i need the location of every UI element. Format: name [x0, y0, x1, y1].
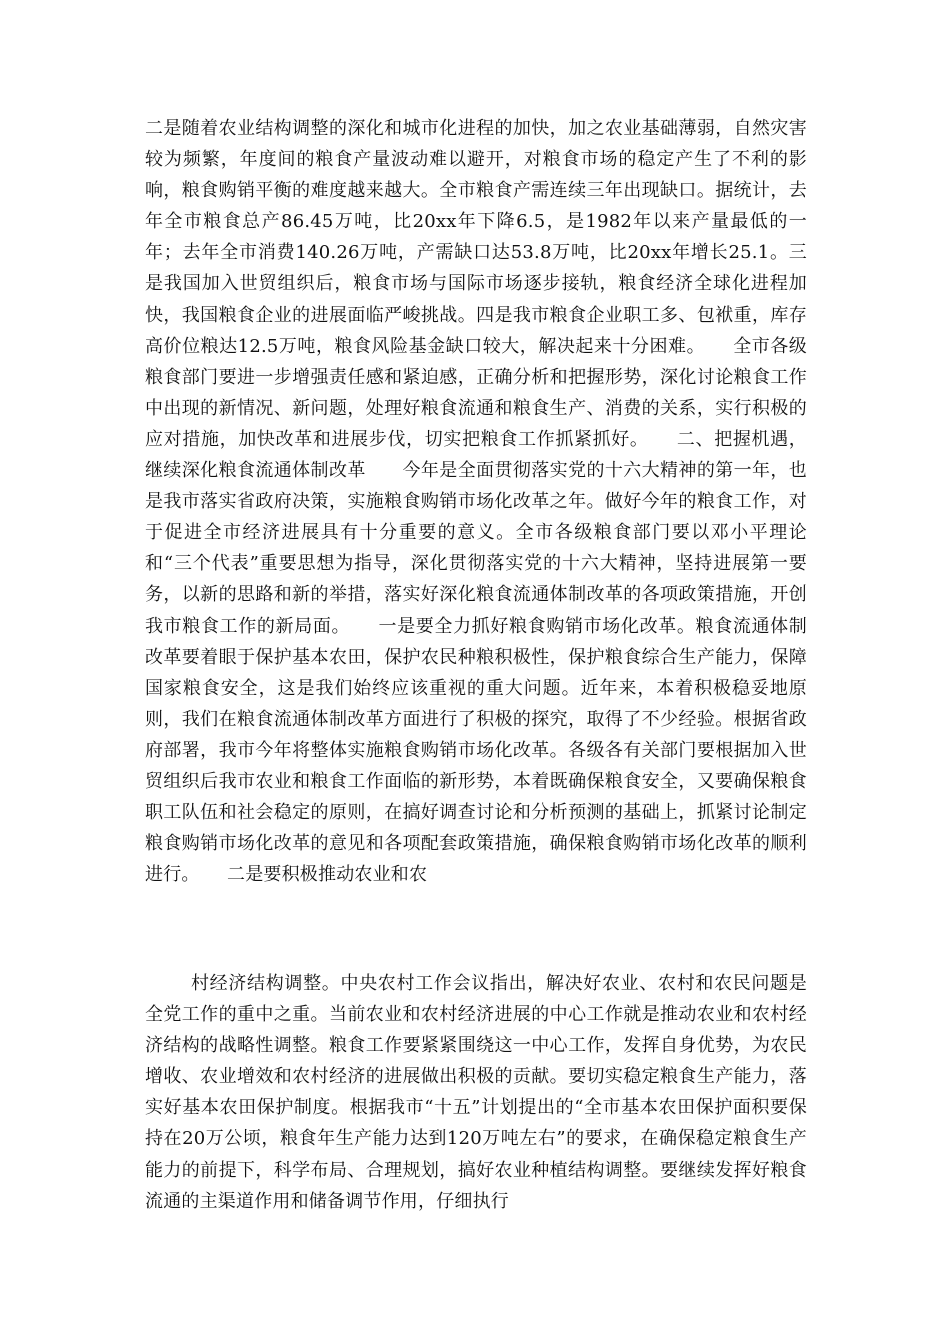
body-paragraph-2: 村经济结构调整。中央农村工作会议指出，解决好农业、农村和农民问题是全党工作的重中之重。当前农业和农村经济进展的中心工作就是推动农业和农村经济结构的战略性调整。粮食工作要紧紧围绕这一中心工作，发挥自身优势，为农民增收、农业增效和农村经济的进展做出积极的贡献。要切实稳定粮食生产能力，落实好基本农田保护制度。根据我市“十五”计划提出的“全市基本农田保护面积要保持在20万公顷，粮食年生产能力达到120万吨左右”的要求，在确保稳定粮食生产能力的前提下，科学布局、合理规划，搞好农业种植结构调整。要继续发挥好粮食流通的主渠道作用和储备调节作用，仔细执行 — [145, 973, 807, 1212]
body-paragraph-1: 二是随着农业结构调整的深化和城市化进程的加快，加之农业基础薄弱，自然灾害较为频繁，年度间的粮食产量波动难以避开，对粮食市场的稳定产生了不利的影响，粮食购销平衡的难度越来越大。全市粮食产需连续三年出现缺口。据统计，去年全市粮食总产86.45万吨，比20xx年下降6.5，是1982年以来产量最低的一年；去年全市消费140.26万吨，产需缺口达53.8万吨，比20xx年增长25.1。三是我国加入世贸组织后，粮食市场与国际市场逐步接轨，粮食经济全球化进程加快，我国粮食企业的进展面临严峻挑战。四是我市粮食企业职工多、包袱重，库存高价位粮达12.5万吨，粮食风险基金缺口较大，解决起来十分困难。 全市各级粮食部门要进一步增强责任感和紧迫感，正确分析和把握形势，深化讨论粮食工作中出现的新情况、新问题，处理好粮食流通和粮食生产、消费的关系，实行积极的应对措施，加快改革和进展步伐，切实把粮食工作抓紧抓好。 二、把握机遇，继续深化粮食流通体制改革 今年是全面贯彻落实党的十六大精神的第一年，也是我市落实省政府决策，实施粮食购销市场化改革之年。做好今年的粮食工作，对于促进全市经济进展具有十分重要的意义。全市各级粮食部门要以邓小平理论和“三个代表”重要思想为指导，深化贯彻落实党的十六大精神，坚持进展第一要务，以新的思路和新的举措，落实好深化粮食流通体制改革的各项政策措施，开创我市粮食工作的新局面。 一是要全力抓好粮食购销市场化改革。粮食流通体制改革要着眼于保护基本农田，保护农民种粮积极性，保护粮食综合生产能力，保障国家粮食安全，这是我们始终应该重视的重大问题。近年来，本着积极稳妥地原则，我们在粮食流通体制改革方面进行了积极的探究，取得了不少经验。根据省政府部署，我市今年将整体实施粮食购销市场化改革。各级各有关部门要根据加入世贸组织后我市农业和粮食工作面临的新形势，本着既确保粮食安全，又要确保粮食职工队伍和社会稳定的原则，在搞好调查讨论和分析预测的基础上，抓紧讨论制定粮食购销市场化改革的意见和各项配套政策措施，确保粮食购销市场化改革的顺利进行。 二是要积极推动农业和农 — [145, 118, 807, 886]
